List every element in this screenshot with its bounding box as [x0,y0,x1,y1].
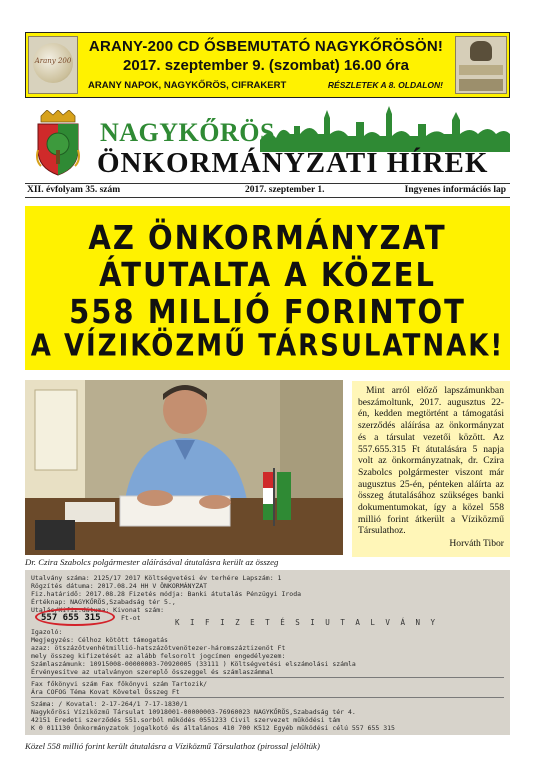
issue-number: XII. évfolyam 35. szám [27,185,121,195]
voucher-line: Érvényesítve az utalványon szereplő összeggel és számlaszámmal [31,668,274,676]
issue-date: 2017. szeptember 1. [245,185,325,195]
payment-voucher-scan [25,570,510,735]
voucher-line: Rögzítés dátuma: 2017.08.24 HH V ÖNKORMÁNYZAT [31,582,208,590]
voucher-line: 42151 Eredeti szerződés 551.sorból működés 0551233 Civil szervezet működési tám [31,716,341,724]
event-banner [25,32,510,98]
voucher-line: Utalás/Kifiz.dátuma: Kivonat szám: [31,606,165,614]
headline-line-1: AZ ÖNKORMÁNYZAT [88,218,447,258]
photo-caption: Dr. Czira Szabolcs polgármester aláírásával átutalásra került az összeg [25,557,279,567]
headline-line-3: 558 MILLIÓ FORINTOT [69,292,466,332]
voucher-line: Számlaszámunk: 10915008-00000003-70920005 (33111 ) Költségvetési elszámolási számla [31,660,356,668]
main-headline-box [25,206,510,370]
issue-tagline: Ingyenes információs lap [404,185,506,195]
banner-details-link: RÉSZLETEK A 8. OLDALON! [327,80,443,90]
photo-illustration [25,380,343,555]
voucher-line: Ára COFOG Téma Kovat Követel Összeg Ft [31,688,180,696]
article-text-box [352,381,510,557]
voucher-line: Fax főkönyvi szám Fax főkönyvi szám Tartozik/ [31,680,208,688]
mayor-signing-photo [25,380,343,555]
article-body: Mint arról előző lapszámunkban beszámoltunk, 2017. augusztus 22-én, kedden megtörtént a támogatási szerződés aláírása az önkormányzat és a társulat vezetői között. Az 557.655.315 Ft átutalására 5 napja volt az önkormányzatnak, dr. Czira Szabolcs polgármester viszont már augusztus 25-én, pénteken aláírta az összeg átutalásához szükséges banki dokumentumokat, így a közel 558 millió forint átkerült a Víziközmű Társulathoz. [358,385,504,537]
voucher-line: Utalvány száma: 2125/17 2017 Költségvetési év terhére Lapszám: 1 [31,574,282,582]
voucher-rule [31,697,504,698]
headline-line-2: ÁTUTALTA A KÖZEL [99,255,436,295]
voucher-title: K I F I Z E T É S I U T A L V Á N Y [175,618,439,627]
event-poster-thumbnail [455,36,507,94]
voucher-line: Igazoló: [31,628,63,636]
headline-line-4: A VÍZIKÖZMŰ TÁRSULATNAK! [30,329,505,364]
masthead-title: ÖNKORMÁNYZATI HÍREK [97,147,489,179]
banner-headline: ARANY-200 CD ŐSBEMUTATÓ NAGYKŐRÖSÖN! [88,38,444,55]
banner-date: 2017. szeptember 9. (szombat) 16.00 óra [123,57,409,74]
masthead [25,104,510,180]
voucher-line: azaz: ötszázötvenhétmillió-hatszázötvenötezer-háromszáztizenöt Ft [31,644,286,652]
voucher-line: mely összeg kifizetését az alább felsorolt jogcímen engedélyezem: [31,652,286,660]
voucher-line: K 0 011130 Önkormányzatok jogalkotó és általános 410 700 K512 Egyéb működési célú 557 655 315 [31,724,395,732]
article-author: Horváth Tibor [449,538,504,550]
poster-portrait [470,41,492,61]
town-coat-of-arms-icon [33,110,83,176]
voucher-line: Értéknap: NAGYKŐRÖS,Szabadság tér 5., [31,598,176,606]
voucher-line: Nagykőrösi Víziközmű Társulat 10918001-00000003-76960023 NAGYKŐRÖS,Szabadság tér 4. [31,708,356,716]
banner-event-name: ARANY NAPOK, NAGYKŐRÖS, CIFRAKERT [88,80,287,91]
voucher-line: Fiz.határidő: 2017.08.28 Fizetés módja: Banki átutalás Pénzügyi Iroda [31,590,302,598]
voucher-line: Ft-ot [121,614,141,622]
voucher-amount: 557 655 315 [41,613,101,623]
poster-strip-lower [459,79,503,91]
masthead-town-name: NAGYKŐRÖS [100,118,275,147]
poster-strip [459,65,503,75]
voucher-line: Száma: / Kovatal: 2-17-264/1 7-17-1830/1 [31,700,188,708]
divider [25,197,510,198]
voucher-rule [31,677,504,678]
cd-cover-text: Arany 200 [34,57,72,65]
town-skyline-silhouette [260,104,510,152]
voucher-line: Megjegyzés: Célhoz kötött támogatás [31,636,168,644]
issue-info-line [25,183,510,196]
voucher-caption: Közel 558 millió forint került átutalásra a Víziközmű Társulathoz (pirossal jelöltük) [25,741,320,751]
cd-cover-thumbnail [28,36,78,94]
